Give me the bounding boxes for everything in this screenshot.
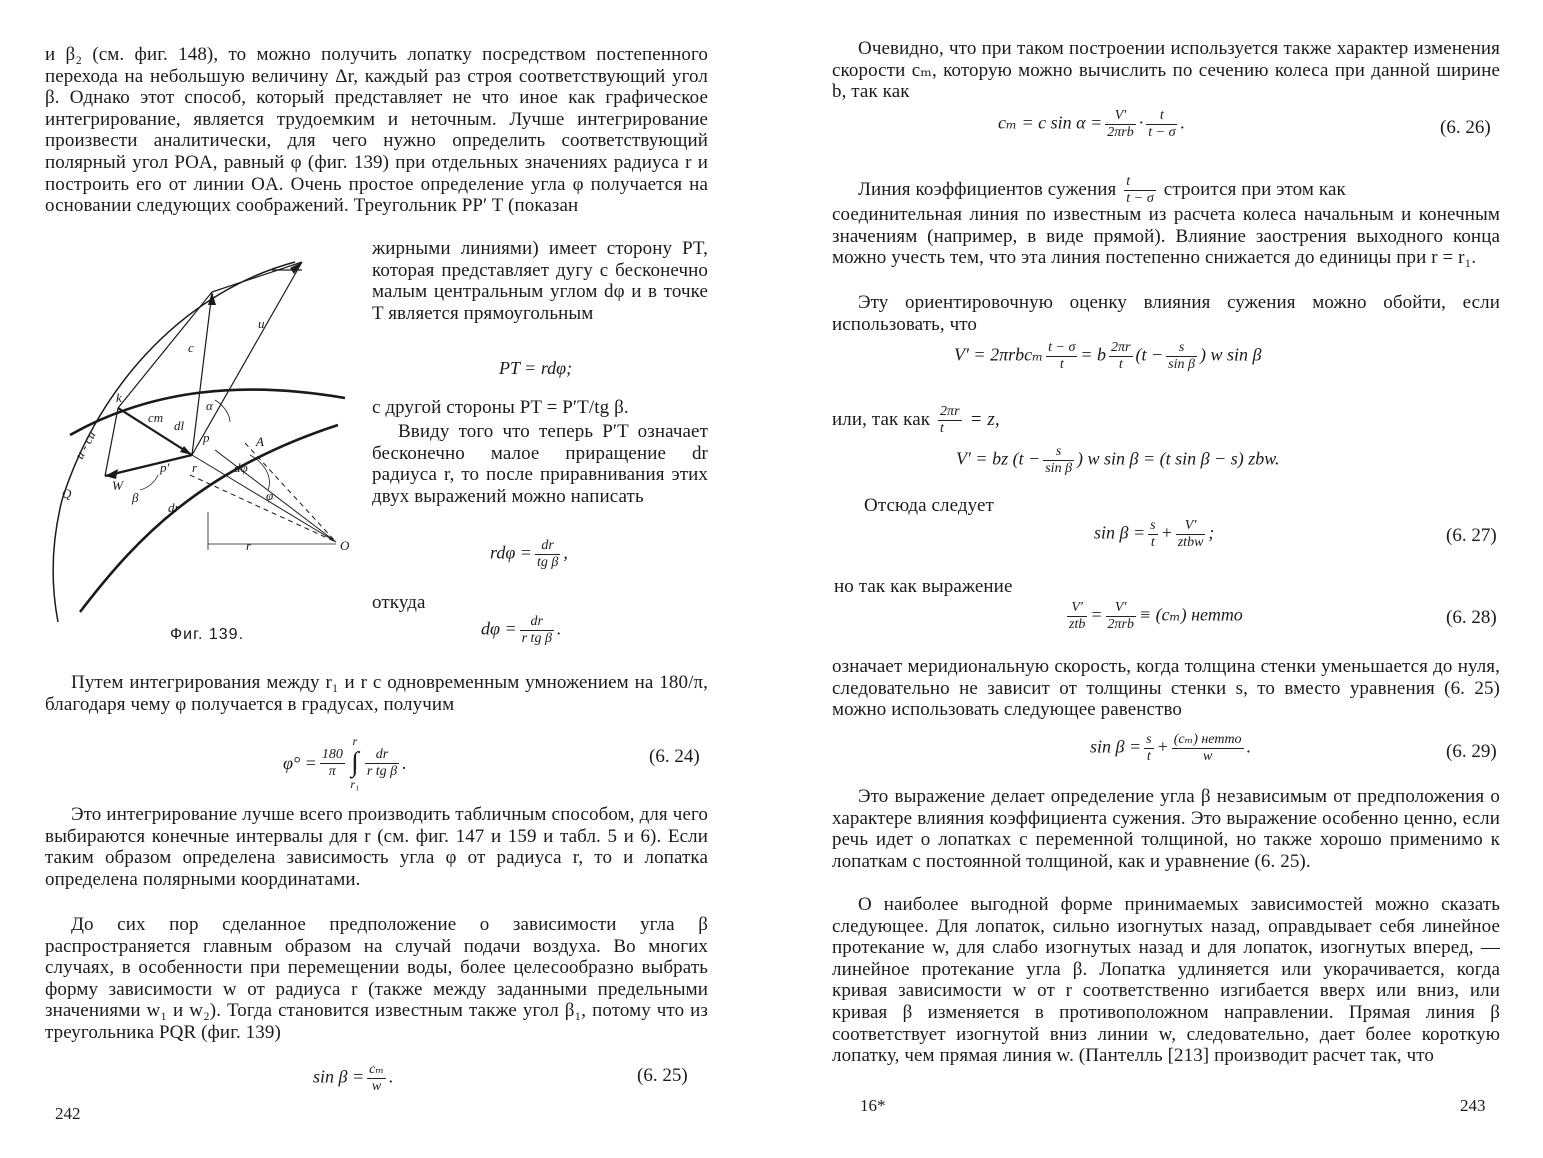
right-paragraph-3: Эту ориентировочную оценку влияния сужения можно обойти, если использовать, что: [832, 292, 1500, 335]
equation-label-6-26: (6. 26): [1440, 117, 1491, 138]
eq-num: s: [1150, 518, 1156, 533]
eq-den: sin β: [1168, 357, 1195, 372]
left-paragraph-5: До сих пор сделанное предположение о зависимости угла β распространяется главным образом на случай подачи воздуха. Во многих случаях, в особенности при перемещении воды, более целесообразно выбрать форму зависимости w от радиуса r (также между заданными предельными значениями w₁ и w₂). Тогда становится известным также угол β₁, потому что из треугольника PQR (фиг. 139): [45, 914, 708, 1043]
text-tail: строится при этом как: [1163, 178, 1346, 200]
fig-label-p: p: [203, 430, 210, 445]
whence-text: откуда: [372, 592, 426, 613]
eq-num: dr: [535, 538, 560, 555]
eq-lhs: dφ =: [481, 618, 517, 639]
fig-label-beta: β: [132, 490, 139, 505]
eq-num: cₘ: [369, 1062, 384, 1077]
equation-6-28: [1064, 600, 1243, 633]
eq-tail: .: [402, 753, 407, 773]
equation-6-25: [313, 1062, 393, 1095]
text-head: Линия коэффициентов сужения: [858, 178, 1117, 200]
eq-int-num: dr: [365, 747, 399, 764]
signature-mark: 16*: [860, 1096, 886, 1115]
eq-num: s: [1166, 340, 1197, 357]
eq-num: s: [1146, 732, 1152, 747]
equation-pt: PT = rdφ;: [499, 358, 573, 378]
left-paragraph-3: Путем интегрирования между r₁ и r с одновременным умножением на 180/π, благодаря чему φ получается в градусах, получим: [45, 672, 708, 715]
fig-label-q: Q: [62, 486, 72, 501]
right-page: [772, 0, 1543, 1158]
eq-part: V′ = bz (t −: [956, 448, 1041, 469]
eq-plus: +: [1160, 522, 1173, 543]
fig-label-c: c: [188, 340, 194, 355]
equation-v1: [954, 340, 1261, 373]
eq-num: V′: [1176, 518, 1206, 535]
fig-label-cm: cm: [148, 410, 164, 425]
fig-label-pprime: p′: [160, 460, 170, 475]
right-paragraph-5: Это выражение делает определение угла β независимым от предположения о характере влияния коэффициента сужения. Это выражение особенно ценно, если речь идет о лопатках с переменной толщиной, но также хорошо применимо к лопаткам с постоянной толщиной, как и уравнение (6. 25).: [832, 786, 1500, 872]
eq-tail: .: [556, 618, 562, 639]
right-paragraph-2: соединительная линия по известным из расчета колеса начальным и конечным значениям (например, в виде прямой). Влияние заострения выходного конца можно учесть тем, что эта линия постепенно снижается до единицы при r = r₁.: [832, 204, 1500, 269]
hence-text: Отсюда следует: [864, 495, 994, 516]
eq-den: ztb: [1069, 617, 1086, 632]
eq-equals: =: [1090, 604, 1103, 625]
eq-lhs: sin β =: [1090, 736, 1142, 757]
fig-label-k: k: [116, 390, 122, 405]
equation-6-27: [1094, 518, 1214, 551]
eq-tail: ≡ (cₘ) нетто: [1138, 604, 1243, 625]
equation-6-26: [998, 108, 1185, 141]
left-page: [0, 0, 770, 1158]
eq-den: t: [1059, 357, 1064, 372]
eq-part: ) w sin β = (t sin β − s) zbw.: [1077, 448, 1280, 469]
eq-lhs: cₘ = c sin α =: [998, 112, 1103, 133]
equation-label-6-27: (6. 27): [1446, 525, 1497, 546]
but-since-text: но так как выражение: [834, 576, 1013, 597]
left-paragraph-1: и β₂ (см. фиг. 148), то можно получить лопатку посредством постепенного перехода на небольшую величину Δr, каждый раз строя соответствующий угол β. Однако этот способ, который представляет не что иное как графическое интегрирование, является трудоемким и неточным. Лучше интегрирование произвести аналитически, для чего нужно определить соответствующий полярный угол POA, равный φ (фиг. 139) при отдельных значениях радиуса r и построить его от линии OA. Очень простое определение угла φ получается на основании следующих соображений. Треугольник PP′ T (показан: [45, 44, 708, 217]
fig-label-w: W: [112, 478, 123, 493]
eq-den: t − σ: [1148, 125, 1176, 140]
fig-label-r: r: [192, 460, 198, 475]
fig-label-o: O: [340, 538, 350, 553]
right-paragraph-2-head: [858, 174, 1500, 207]
other-side-text: с другой стороны PT = P′T/tg β.: [372, 397, 629, 418]
eq-den: r tg β: [521, 631, 552, 646]
eq-tail: ,: [563, 542, 568, 563]
eq-den: t: [1146, 749, 1151, 764]
eq-tail: = z,: [969, 408, 1000, 430]
eq-lhs: rdφ =: [490, 542, 532, 563]
eq-part: ) w sin β: [1199, 344, 1262, 365]
eq-num: s: [1043, 444, 1074, 461]
eq-den: t: [1118, 357, 1123, 372]
equation-6-24: [283, 735, 407, 795]
right-paragraph-1: Очевидно, что при таком построении используется также характер изменения скорости cₘ, которую можно вычислить по сечению колеса при данной ширине b, так как: [832, 38, 1500, 103]
eq-num: t: [1124, 174, 1156, 191]
eq-tail: .: [388, 1066, 394, 1087]
right-paragraph-4: означает меридиональную скорость, когда толщина стенки уменьшается до нуля, следовательно не зависит от толщины стенки s, то вместо уравнения (6. 25) можно использовать следующее равенство: [832, 656, 1500, 721]
integral-sign: r ∫ r₁: [348, 735, 362, 791]
left-paragraph-wrap: жирными линиями) имеет сторону PT, которая представляет дугу с бесконечно малым центральным углом dφ и в точке T является прямоугольным: [372, 238, 708, 324]
eq-part: = b: [1080, 344, 1107, 365]
equation-v2: [956, 444, 1279, 477]
eq-part: V′ = 2πrbcₘ: [954, 344, 1044, 365]
eq-int-den: r tg β: [366, 763, 398, 779]
eq-den: t: [939, 421, 944, 436]
right-paragraph-6: О наиболее выгодной форме принимаемых зависимостей можно сказать следующее. Для лопаток, сильно изогнутых назад, оправдывает себя линейное протекание w, для слабо изогнутых назад и для лопаток, изогнутых вперед, — линейное протекание угла β. Лопатка удлиняется или укорачивается, когда кривая зависимости w от r соответственно изгибается вверх или вниз, или кривая β изменяется в противоположном направлении. Прямая линия β соответствует изогнутой вниз линии w, следовательно, дает более короткую лопатку, чем прямая линия w. (Пантелль [213] производит расчет так, что: [832, 894, 1500, 1067]
eq-num: V′: [1067, 600, 1087, 617]
fig-label-rr: r: [246, 538, 252, 553]
eq-den: sin β: [1045, 461, 1073, 476]
fig-label-dl: dl: [174, 418, 185, 433]
eq-den: 2πrb: [1107, 617, 1134, 632]
eq-den: π: [328, 763, 336, 779]
fig-label-u: u: [258, 316, 265, 331]
equation-rdphi: [490, 538, 568, 571]
eq-den: 2πrb: [1107, 125, 1134, 140]
eq-tail: ;: [1208, 522, 1215, 543]
text-or-since: или, так как: [832, 408, 931, 430]
eq-num: 2πr: [1111, 340, 1131, 355]
equation-6-29: [1090, 732, 1251, 765]
eq-den: ztbw: [1177, 535, 1204, 550]
fig-label-dphi: dφ: [234, 460, 248, 475]
int-lower: r₁: [350, 777, 360, 791]
figure-139: [40, 250, 360, 625]
equation-label-6-29: (6. 29): [1446, 741, 1497, 762]
left-paragraph-2: Ввиду того что теперь P′T означает бесконечно малое приращение dr радиуса r, то после приравнивания этих двух выражений можно написать: [372, 421, 708, 507]
eq-den: w: [1202, 749, 1213, 764]
figure-caption: Фиг. 139.: [170, 626, 245, 643]
eq-plus: +: [1156, 736, 1169, 757]
eq-lhs: sin β =: [313, 1066, 365, 1087]
or-since-line: [832, 404, 1232, 437]
eq-num: 2πr: [939, 404, 960, 419]
fig-label-dr: dr: [168, 500, 180, 515]
eq-den: tg β: [536, 555, 559, 570]
eq-num: t − σ: [1048, 340, 1076, 355]
fig-label-alpha: α: [206, 398, 213, 413]
eq-num: V′: [1106, 600, 1136, 617]
eq-lhs: φ° =: [283, 753, 317, 773]
eq-den: t: [1150, 535, 1155, 550]
eq-num: dr: [520, 614, 554, 631]
fig-label-phi: φ: [266, 488, 274, 503]
eq-dot: ·: [1138, 112, 1144, 133]
equation-label-6-25: (6. 25): [637, 1065, 688, 1086]
eq-num: t: [1146, 108, 1177, 125]
eq-tail: .: [1180, 112, 1185, 133]
page-number-left: 242: [55, 1104, 81, 1123]
eq-den: t − σ: [1126, 191, 1154, 206]
eq-num: (cₘ) нетто: [1173, 732, 1242, 747]
eq-lhs: sin β =: [1094, 522, 1146, 543]
left-paragraph-4: Это интегрирование лучше всего производить табличным способом, для чего выбираются конечные интервалы для r (см. фиг. 147 и 159 и табл. 5 и 6). Если таким образом определена зависимость угла φ от радиуса r, то и лопатка определена полярными координатами.: [45, 804, 708, 890]
fig-label-cu: u - cu: [71, 428, 99, 462]
equation-label-6-24: (6. 24): [649, 746, 700, 767]
fig-label-a: A: [256, 434, 264, 449]
int-upper: r: [352, 734, 358, 748]
eq-num: V′: [1105, 108, 1135, 125]
eq-part: (t −: [1135, 344, 1164, 365]
equation-dphi: [481, 614, 561, 647]
eq-tail: .: [1246, 736, 1252, 757]
page-number-right: 243: [1460, 1096, 1486, 1115]
eq-den: w: [371, 1079, 382, 1094]
equation-label-6-28: (6. 28): [1446, 607, 1497, 628]
eq-num: 180: [321, 746, 343, 762]
